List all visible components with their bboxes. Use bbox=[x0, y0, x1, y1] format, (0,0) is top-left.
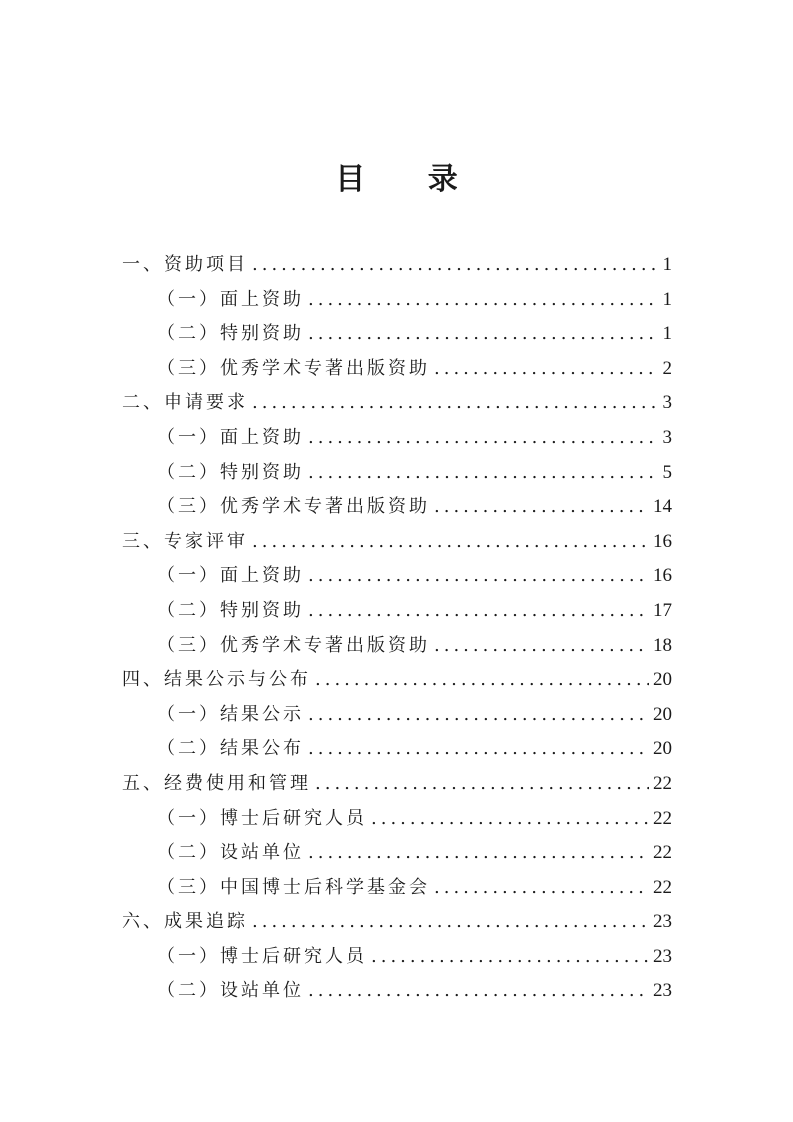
toc-page-number: 22 bbox=[653, 842, 672, 864]
toc-dot-leader bbox=[308, 421, 656, 455]
toc-entry-label: （二）结果公布 bbox=[157, 738, 304, 760]
toc-dot-leader bbox=[308, 456, 656, 490]
toc-dot-leader bbox=[434, 871, 649, 905]
toc-page-number: 22 bbox=[653, 772, 672, 794]
toc-dot-leader bbox=[434, 352, 656, 386]
toc-page-number: 20 bbox=[653, 669, 672, 691]
toc-dot-leader bbox=[308, 836, 649, 870]
toc-entry-label: （三）中国博士后科学基金会 bbox=[157, 876, 430, 898]
toc-subsection-entry[interactable] bbox=[122, 802, 672, 837]
toc-entry-label: （二）特别资助 bbox=[157, 461, 304, 483]
toc-page-number: 23 bbox=[653, 980, 672, 1002]
toc-subsection-entry[interactable] bbox=[122, 698, 672, 733]
toc-page-number: 20 bbox=[653, 738, 672, 760]
toc-dot-leader bbox=[308, 283, 656, 317]
toc-dot-leader bbox=[315, 767, 649, 801]
toc-page-number: 22 bbox=[653, 807, 672, 829]
toc-dot-leader bbox=[252, 248, 656, 282]
toc-dot-leader bbox=[308, 698, 649, 732]
toc-page-number: 2 bbox=[662, 357, 672, 379]
toc-entry-label: （一）面上资助 bbox=[157, 565, 304, 587]
toc-section-entry[interactable] bbox=[122, 663, 672, 698]
toc-page-number: 3 bbox=[662, 426, 672, 448]
toc-subsection-entry[interactable] bbox=[122, 283, 672, 318]
toc-page-number: 1 bbox=[662, 288, 672, 310]
toc-dot-leader bbox=[308, 559, 649, 593]
toc-section-entry[interactable] bbox=[122, 905, 672, 940]
toc-dot-leader bbox=[371, 940, 649, 974]
toc-entry-label: （二）设站单位 bbox=[157, 980, 304, 1002]
toc-entry-label: （三）优秀学术专著出版资助 bbox=[157, 357, 430, 379]
toc-page-number: 20 bbox=[653, 703, 672, 725]
page-title: 目 录 bbox=[335, 162, 484, 197]
toc-page-number: 18 bbox=[653, 634, 672, 656]
toc-entry-label: （三）优秀学术专著出版资助 bbox=[157, 496, 430, 518]
toc-dot-leader bbox=[308, 732, 649, 766]
toc-page-number: 3 bbox=[662, 392, 672, 414]
toc-entry-label: （一）面上资助 bbox=[157, 426, 304, 448]
toc-dot-leader bbox=[371, 802, 649, 836]
toc-subsection-entry[interactable] bbox=[122, 594, 672, 629]
toc-section-entry[interactable] bbox=[122, 386, 672, 421]
toc-dot-leader bbox=[252, 525, 649, 559]
toc-subsection-entry[interactable] bbox=[122, 974, 672, 1009]
toc-page-number: 1 bbox=[662, 254, 672, 275]
toc-dot-leader bbox=[252, 905, 649, 939]
toc-entry-label: （二）设站单位 bbox=[157, 842, 304, 864]
toc-dot-leader bbox=[308, 594, 649, 628]
toc-entry-label: 一、资助项目 bbox=[122, 254, 248, 275]
toc-page-number: 23 bbox=[653, 911, 672, 933]
toc-section-entry[interactable] bbox=[122, 248, 672, 283]
toc-page-number: 14 bbox=[653, 496, 672, 518]
toc-section-entry[interactable] bbox=[122, 767, 672, 802]
toc-entry-label: （一）面上资助 bbox=[157, 288, 304, 310]
toc-dot-leader bbox=[434, 490, 649, 524]
toc-dot-leader bbox=[308, 317, 656, 351]
toc-page-number: 5 bbox=[662, 461, 672, 483]
toc-subsection-entry[interactable] bbox=[122, 940, 672, 975]
toc-entry-label: 六、成果追踪 bbox=[122, 911, 248, 933]
toc-subsection-entry[interactable] bbox=[122, 317, 672, 352]
toc-subsection-entry[interactable] bbox=[122, 352, 672, 387]
toc-page-number: 16 bbox=[653, 530, 672, 552]
toc-entry-label: （三）优秀学术专著出版资助 bbox=[157, 634, 430, 656]
toc-dot-leader bbox=[315, 663, 649, 697]
toc-subsection-entry[interactable] bbox=[122, 871, 672, 906]
toc-page-number: 17 bbox=[653, 599, 672, 621]
toc-subsection-entry[interactable] bbox=[122, 836, 672, 871]
toc-entry-label: 五、经费使用和管理 bbox=[122, 772, 311, 794]
toc-entry-label: （一）博士后研究人员 bbox=[157, 807, 367, 829]
toc-page-number: 16 bbox=[653, 565, 672, 587]
toc-subsection-entry[interactable] bbox=[122, 629, 672, 664]
toc-entry-label: （二）特别资助 bbox=[157, 599, 304, 621]
toc-subsection-entry[interactable] bbox=[122, 490, 672, 525]
toc-subsection-entry[interactable] bbox=[122, 421, 672, 456]
toc-entry-label: （一）博士后研究人员 bbox=[157, 945, 367, 967]
toc-entry-label: （二）特别资助 bbox=[157, 323, 304, 345]
table-of-contents bbox=[122, 248, 672, 1009]
toc-subsection-entry[interactable] bbox=[122, 732, 672, 767]
toc-entry-label: 二、申请要求 bbox=[122, 392, 248, 414]
toc-page-number: 1 bbox=[662, 323, 672, 345]
toc-page-number: 22 bbox=[653, 876, 672, 898]
toc-dot-leader bbox=[434, 629, 649, 663]
toc-dot-leader bbox=[252, 386, 656, 420]
toc-dot-leader bbox=[308, 974, 649, 1008]
toc-section-entry[interactable] bbox=[122, 525, 672, 560]
toc-entry-label: 四、结果公示与公布 bbox=[122, 669, 311, 691]
toc-subsection-entry[interactable] bbox=[122, 559, 672, 594]
toc-page-number: 23 bbox=[653, 945, 672, 967]
toc-subsection-entry[interactable] bbox=[122, 456, 672, 491]
toc-entry-label: 三、专家评审 bbox=[122, 530, 248, 552]
toc-entry-label: （一）结果公示 bbox=[157, 703, 304, 725]
